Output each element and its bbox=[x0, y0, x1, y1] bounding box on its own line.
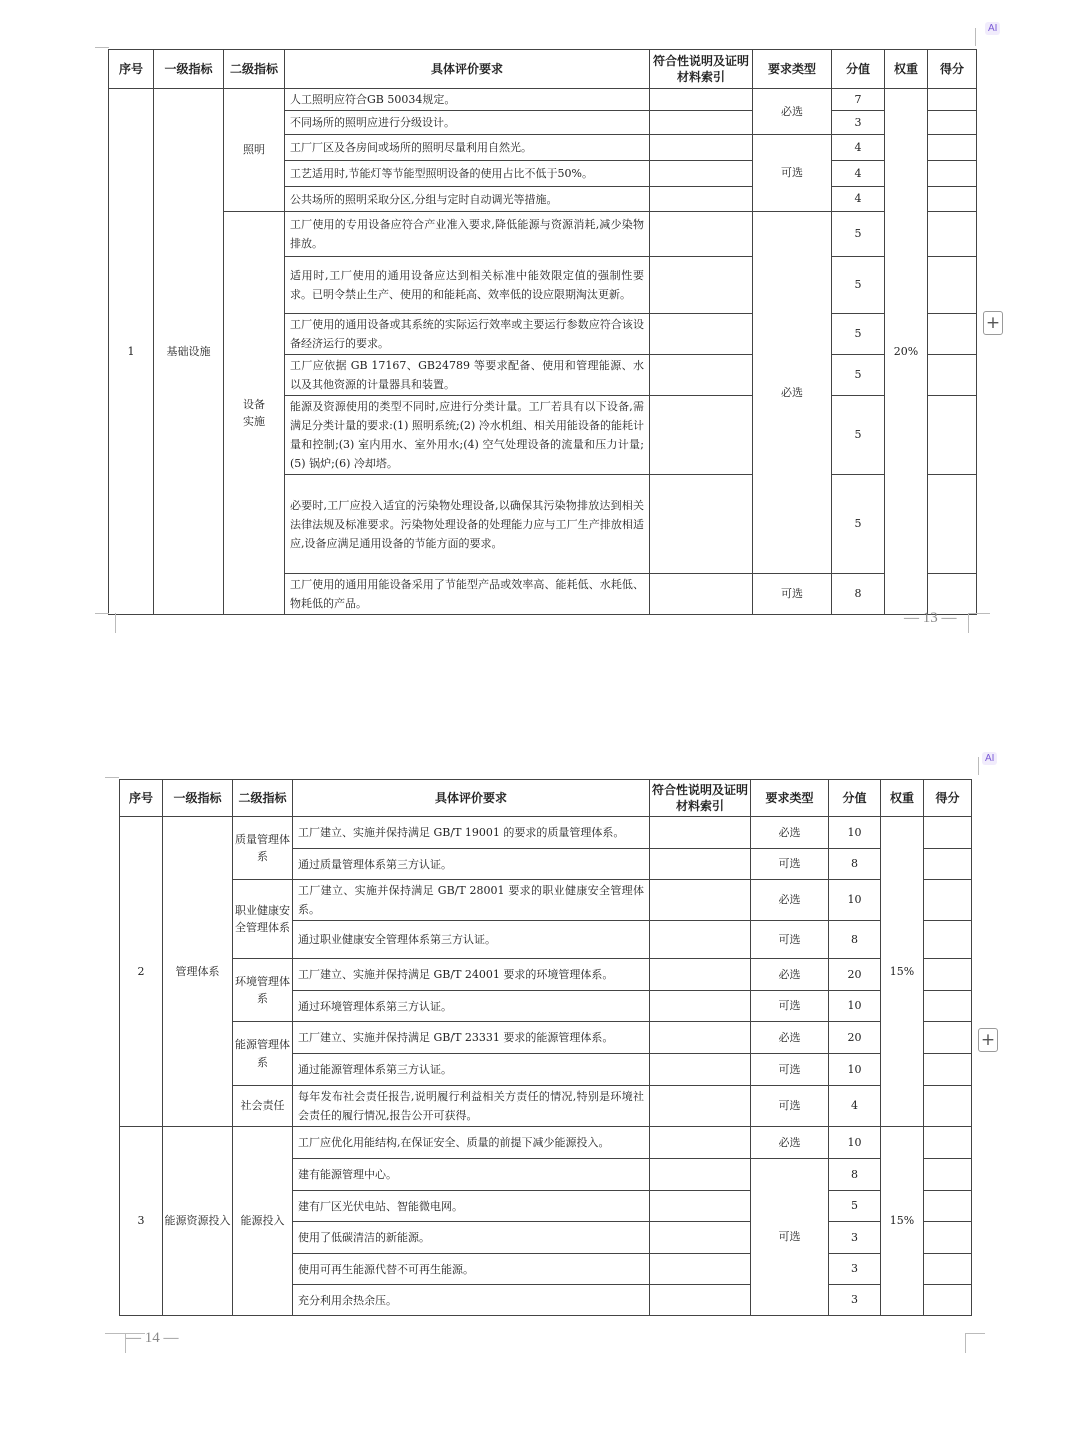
table-row bbox=[120, 1086, 972, 1127]
evidence-cell[interactable] bbox=[650, 1254, 751, 1285]
type-cell: 必选 bbox=[751, 1127, 829, 1159]
type-cell: 可选 bbox=[751, 921, 829, 959]
crop-mark bbox=[975, 28, 977, 46]
crop-mark bbox=[968, 613, 970, 633]
got-cell[interactable] bbox=[924, 959, 972, 991]
evaluation-table-page14 bbox=[119, 779, 972, 1316]
type-cell: 必选 bbox=[753, 212, 832, 574]
requirement-cell: 能源及资源使用的类型不同时,应进行分类计量。工厂若具有以下设备,需满足分类计量的要求:(1) 照明系统;(2) 冷水机组、相关用能设备的能耗计量和控制;(3) 室内用水、室外用水;(4) 空气处理设备的流量和压力计量;(5) 锅炉;(6) 冷却塔。 bbox=[285, 396, 650, 475]
score-cell: 20 bbox=[829, 959, 881, 991]
score-cell: 10 bbox=[829, 817, 881, 849]
crop-mark bbox=[95, 47, 109, 49]
requirement-cell: 工厂使用的专用设备应符合产业准入要求,降低能源与资源消耗,减少染物排放。 bbox=[285, 212, 650, 257]
col-header-evidence: 符合性说明及证明材料索引 bbox=[650, 50, 753, 89]
col-header-level2: 二级指标 bbox=[233, 780, 293, 817]
score-cell: 10 bbox=[829, 1054, 881, 1086]
score-cell: 3 bbox=[829, 1222, 881, 1254]
col-header-evidence: 符合性说明及证明材料索引 bbox=[650, 780, 751, 817]
evidence-cell[interactable] bbox=[650, 187, 753, 212]
col-header-got: 得分 bbox=[928, 50, 977, 89]
type-cell: 可选 bbox=[751, 991, 829, 1022]
got-cell[interactable] bbox=[924, 1254, 972, 1285]
evidence-cell[interactable] bbox=[650, 475, 753, 574]
evidence-cell[interactable] bbox=[650, 959, 751, 991]
evidence-cell[interactable] bbox=[650, 1191, 751, 1222]
evidence-cell[interactable] bbox=[650, 1127, 751, 1159]
got-cell[interactable] bbox=[924, 1022, 972, 1054]
got-cell[interactable] bbox=[924, 1159, 972, 1191]
evidence-cell[interactable] bbox=[650, 396, 753, 475]
add-button[interactable]: + bbox=[983, 311, 1003, 335]
got-cell[interactable] bbox=[928, 135, 977, 161]
score-cell: 8 bbox=[829, 849, 881, 880]
evidence-cell[interactable] bbox=[650, 849, 751, 880]
level2-cell: 质量管理体系 bbox=[233, 817, 293, 880]
ai-assistant-icon[interactable]: AI bbox=[985, 22, 1000, 35]
level2-cell: 环境管理体系 bbox=[233, 959, 293, 1022]
crop-mark bbox=[965, 1333, 967, 1353]
table-header-row bbox=[120, 780, 972, 817]
requirement-cell: 通过能源管理体系第三方认证。 bbox=[293, 1054, 650, 1086]
requirement-cell: 使用了低碳清洁的新能源。 bbox=[293, 1222, 650, 1254]
score-cell: 4 bbox=[832, 135, 885, 161]
requirement-cell: 公共场所的照明采取分区,分组与定时自动调光等措施。 bbox=[285, 187, 650, 212]
page-number: — 14 — bbox=[126, 1330, 179, 1346]
got-cell[interactable] bbox=[928, 574, 977, 615]
evidence-cell[interactable] bbox=[650, 1022, 751, 1054]
col-header-requirement: 具体评价要求 bbox=[285, 50, 650, 89]
crop-mark bbox=[95, 613, 109, 615]
got-cell[interactable] bbox=[924, 1222, 972, 1254]
requirement-cell: 通过质量管理体系第三方认证。 bbox=[293, 849, 650, 880]
crop-mark bbox=[978, 757, 980, 775]
col-header-level1: 一级指标 bbox=[154, 50, 224, 89]
evidence-cell[interactable] bbox=[650, 161, 753, 187]
type-cell: 可选 bbox=[751, 1086, 829, 1127]
requirement-cell: 不同场所的照明应进行分级设计。 bbox=[285, 111, 650, 135]
table-row bbox=[120, 880, 972, 921]
type-cell: 必选 bbox=[751, 817, 829, 849]
page-number: — 13 — bbox=[904, 610, 957, 626]
score-cell: 8 bbox=[832, 574, 885, 615]
requirement-cell: 建有能源管理中心。 bbox=[293, 1159, 650, 1191]
row-no: 2 bbox=[120, 817, 163, 1127]
got-cell[interactable] bbox=[928, 161, 977, 187]
table-row bbox=[109, 89, 977, 111]
requirement-cell: 工厂建立、实施并保持满足 GB/T 19001 的要求的质量管理体系。 bbox=[293, 817, 650, 849]
level2-cell: 照明 bbox=[224, 89, 285, 212]
level1-cell: 管理体系 bbox=[163, 817, 233, 1127]
got-cell[interactable] bbox=[924, 1086, 972, 1127]
add-button[interactable]: + bbox=[978, 1028, 998, 1052]
crop-mark bbox=[968, 613, 990, 615]
evidence-cell[interactable] bbox=[650, 314, 753, 355]
crop-mark bbox=[965, 1333, 985, 1335]
evaluation-table-page13 bbox=[108, 49, 977, 615]
got-cell[interactable] bbox=[928, 314, 977, 355]
type-cell: 可选 bbox=[753, 574, 832, 615]
requirement-cell: 工厂建立、实施并保持满足 GB/T 28001 要求的职业健康安全管理体系。 bbox=[293, 880, 650, 921]
evidence-cell[interactable] bbox=[650, 89, 753, 111]
score-cell: 5 bbox=[832, 396, 885, 475]
got-cell[interactable] bbox=[924, 1054, 972, 1086]
col-header-type: 要求类型 bbox=[753, 50, 832, 89]
type-cell: 可选 bbox=[753, 135, 832, 212]
requirement-cell: 适用时,工厂使用的通用设备应达到相关标准中能效限定值的强制性要求。已明令禁止生产、使用的和能耗高、效率低的设应限期淘汰更新。 bbox=[285, 257, 650, 314]
got-cell[interactable] bbox=[924, 991, 972, 1022]
requirement-cell: 人工照明应符合GB 50034规定。 bbox=[285, 89, 650, 111]
level2-cell: 设备 实施 bbox=[224, 212, 285, 615]
requirement-cell: 工厂应优化用能结构,在保证安全、质量的前提下减少能源投入。 bbox=[293, 1127, 650, 1159]
evidence-cell[interactable] bbox=[650, 135, 753, 161]
level2-cell: 社会责任 bbox=[233, 1086, 293, 1127]
got-cell[interactable] bbox=[928, 355, 977, 396]
col-header-weight: 权重 bbox=[881, 780, 924, 817]
evidence-cell[interactable] bbox=[650, 1159, 751, 1191]
got-cell[interactable] bbox=[924, 817, 972, 849]
got-cell[interactable] bbox=[928, 111, 977, 135]
score-cell: 4 bbox=[832, 161, 885, 187]
score-cell: 10 bbox=[829, 1127, 881, 1159]
type-cell: 可选 bbox=[751, 849, 829, 880]
score-cell: 5 bbox=[832, 314, 885, 355]
requirement-cell: 工艺适用时,节能灯等节能型照明设备的使用占比不低于50%。 bbox=[285, 161, 650, 187]
got-cell[interactable] bbox=[928, 212, 977, 257]
requirement-cell: 每年发布社会责任报告,说明履行利益相关方责任的情况,特别是环境社会责任的履行情况,报告公开可获得。 bbox=[293, 1086, 650, 1127]
table-row bbox=[120, 1127, 972, 1159]
col-header-score: 分值 bbox=[832, 50, 885, 89]
col-header-weight: 权重 bbox=[885, 50, 928, 89]
level1-cell: 能源资源投入 bbox=[163, 1127, 233, 1316]
requirement-cell: 工厂使用的通用设备或其系统的实际运行效率或主要运行参数应符合该设备经济运行的要求。 bbox=[285, 314, 650, 355]
table-row bbox=[109, 212, 977, 257]
weight-cell: 20% bbox=[885, 89, 928, 615]
col-header-no: 序号 bbox=[109, 50, 154, 89]
score-cell: 5 bbox=[832, 475, 885, 574]
requirement-cell: 通过环境管理体系第三方认证。 bbox=[293, 991, 650, 1022]
got-cell[interactable] bbox=[928, 396, 977, 475]
score-cell: 3 bbox=[829, 1254, 881, 1285]
got-cell[interactable] bbox=[924, 880, 972, 921]
crop-mark bbox=[115, 613, 117, 633]
type-cell: 可选 bbox=[751, 1159, 829, 1316]
score-cell: 20 bbox=[829, 1022, 881, 1054]
requirement-cell: 建有厂区光伏电站、智能微电网。 bbox=[293, 1191, 650, 1222]
crop-mark bbox=[105, 777, 119, 779]
got-cell[interactable] bbox=[924, 921, 972, 959]
score-cell: 10 bbox=[829, 991, 881, 1022]
got-cell[interactable] bbox=[924, 1285, 972, 1316]
type-cell: 可选 bbox=[751, 1054, 829, 1086]
evidence-cell[interactable] bbox=[650, 212, 753, 257]
score-cell: 4 bbox=[829, 1086, 881, 1127]
requirement-cell: 通过职业健康安全管理体系第三方认证。 bbox=[293, 921, 650, 959]
evidence-cell[interactable] bbox=[650, 1086, 751, 1127]
evidence-cell[interactable] bbox=[650, 574, 753, 615]
requirement-cell: 工厂建立、实施并保持满足 GB/T 23331 要求的能源管理体系。 bbox=[293, 1022, 650, 1054]
weight-cell: 15% bbox=[881, 817, 924, 1127]
score-cell: 5 bbox=[832, 257, 885, 314]
col-header-level2: 二级指标 bbox=[224, 50, 285, 89]
type-cell: 必选 bbox=[751, 880, 829, 921]
table-row bbox=[120, 1022, 972, 1054]
evidence-cell[interactable] bbox=[650, 1222, 751, 1254]
type-cell: 必选 bbox=[751, 959, 829, 991]
row-no: 3 bbox=[120, 1127, 163, 1316]
level2-cell: 能源投入 bbox=[233, 1127, 293, 1316]
evidence-cell[interactable] bbox=[650, 880, 751, 921]
evidence-cell[interactable] bbox=[650, 355, 753, 396]
evidence-cell[interactable] bbox=[650, 991, 751, 1022]
score-cell: 3 bbox=[829, 1285, 881, 1316]
col-header-level1: 一级指标 bbox=[163, 780, 233, 817]
got-cell[interactable] bbox=[924, 1127, 972, 1159]
requirement-cell: 工厂建立、实施并保持满足 GB/T 24001 要求的环境管理体系。 bbox=[293, 959, 650, 991]
col-header-no: 序号 bbox=[120, 780, 163, 817]
evidence-cell[interactable] bbox=[650, 111, 753, 135]
score-cell: 3 bbox=[832, 111, 885, 135]
col-header-score: 分值 bbox=[829, 780, 881, 817]
got-cell[interactable] bbox=[928, 475, 977, 574]
requirement-cell: 工厂使用的通用用能设备采用了节能型产品或效率高、能耗低、水耗低、物耗低的产品。 bbox=[285, 574, 650, 615]
evidence-cell[interactable] bbox=[650, 921, 751, 959]
score-cell: 5 bbox=[832, 212, 885, 257]
evidence-cell[interactable] bbox=[650, 1285, 751, 1316]
col-header-requirement: 具体评价要求 bbox=[293, 780, 650, 817]
score-cell: 5 bbox=[829, 1191, 881, 1222]
col-header-got: 得分 bbox=[924, 780, 972, 817]
got-cell[interactable] bbox=[924, 849, 972, 880]
got-cell[interactable] bbox=[928, 187, 977, 212]
row-no: 1 bbox=[109, 89, 154, 615]
score-cell: 4 bbox=[832, 187, 885, 212]
score-cell: 7 bbox=[832, 89, 885, 111]
level2-cell: 职业健康安全管理体系 bbox=[233, 880, 293, 959]
evidence-cell[interactable] bbox=[650, 1054, 751, 1086]
requirement-cell: 充分利用余热余压。 bbox=[293, 1285, 650, 1316]
ai-assistant-icon[interactable]: AI bbox=[982, 752, 997, 765]
score-cell: 8 bbox=[829, 921, 881, 959]
requirement-cell: 工厂厂区及各房间或场所的照明尽量利用自然光。 bbox=[285, 135, 650, 161]
table-row bbox=[120, 959, 972, 991]
score-cell: 10 bbox=[829, 880, 881, 921]
weight-cell: 15% bbox=[881, 1127, 924, 1316]
level1-cell: 基础设施 bbox=[154, 89, 224, 615]
score-cell: 5 bbox=[832, 355, 885, 396]
evidence-cell[interactable] bbox=[650, 257, 753, 314]
level2-cell: 能源管理体系 bbox=[233, 1022, 293, 1086]
evidence-cell[interactable] bbox=[650, 817, 751, 849]
requirement-cell: 工厂应依据 GB 17167、GB24789 等要求配备、使用和管理能源、水以及其他资源的计量器具和装置。 bbox=[285, 355, 650, 396]
type-cell: 必选 bbox=[751, 1022, 829, 1054]
requirement-cell: 必要时,工厂应投入适宜的污染物处理设备,以确保其污染物排放达到相关法律法规及标准要求。污染物处理设备的处理能力应与工厂生产排放相适应,设备应满足通用设备的节能方面的要求。 bbox=[285, 475, 650, 574]
table-header-row bbox=[109, 50, 977, 89]
score-cell: 8 bbox=[829, 1159, 881, 1191]
type-cell: 必选 bbox=[753, 89, 832, 135]
table-row bbox=[120, 817, 972, 849]
got-cell[interactable] bbox=[924, 1191, 972, 1222]
requirement-cell: 使用可再生能源代替不可再生能源。 bbox=[293, 1254, 650, 1285]
got-cell[interactable] bbox=[928, 89, 977, 111]
got-cell[interactable] bbox=[928, 257, 977, 314]
col-header-type: 要求类型 bbox=[751, 780, 829, 817]
